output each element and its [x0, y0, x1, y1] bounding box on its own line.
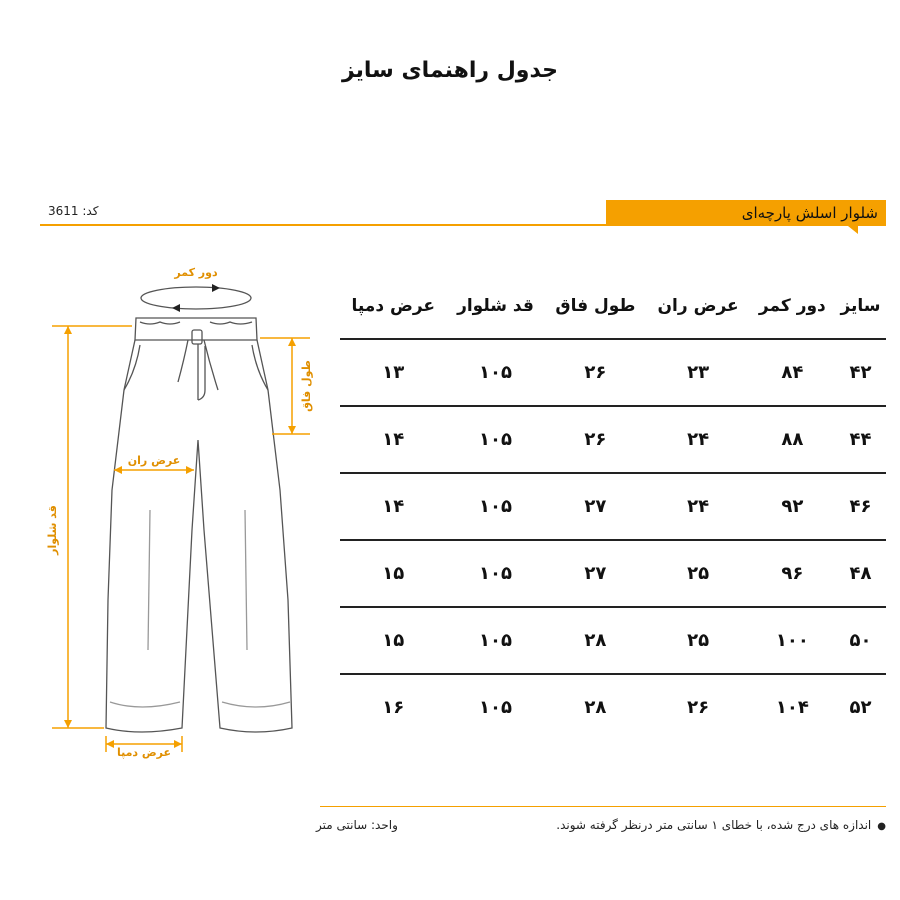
cell-hem: ۱۴: [340, 406, 447, 473]
cell-length: ۱۰۵: [478, 697, 512, 718]
cell-rise: ۲۷: [544, 540, 646, 607]
table-row: [340, 339, 886, 406]
table-row: [340, 540, 886, 607]
cell-thigh: ۲۳: [646, 339, 749, 406]
label-thigh: عرض ران: [127, 454, 181, 467]
product-name-tab: شلوار اسلش پارچه‌ای: [606, 200, 886, 226]
header-waist: دور کمر: [750, 274, 835, 339]
cell-rise: ۲۶: [544, 339, 646, 406]
tolerance-note-text: اندازه های درج شده، با خطای ۱ سانتی متر درنظر گرفته شوند.: [556, 818, 872, 832]
pants-diagram: [0, 250, 330, 770]
header-hem: عرض دمپا: [340, 274, 447, 339]
cell-hem: ۱۵: [340, 607, 447, 674]
cell-length: ۱۰۵: [447, 339, 545, 406]
cell-waist: ۱۰۰: [750, 607, 835, 674]
unit-label: واحد: سانتی متر: [316, 818, 398, 832]
cell-hem: ۱۶: [382, 697, 405, 718]
header-rise: طول فاق: [544, 274, 646, 339]
cell-waist: ۹۶: [750, 540, 835, 607]
table-row: [340, 406, 886, 473]
cell-waist: ۱۰۴: [775, 697, 809, 718]
cell-waist: ۸۸: [750, 406, 835, 473]
label-waist: دور کمر: [174, 266, 218, 279]
cell-length: ۱۰۵: [447, 607, 545, 674]
cell-length: ۱۰۵: [447, 406, 545, 473]
cell-thigh: ۲۴: [646, 473, 749, 540]
cell-waist: ۸۴: [750, 339, 835, 406]
cell-length: ۱۰۵: [447, 540, 545, 607]
cell-size: ۴۴: [835, 406, 886, 473]
label-rise: طول فاق: [300, 360, 313, 412]
cell-size: ۴۲: [835, 339, 886, 406]
cell-length: ۱۰۵: [447, 473, 545, 540]
label-hem: عرض دمپا: [116, 746, 172, 759]
cell-thigh: ۲۶: [687, 697, 710, 718]
cell-thigh: ۲۵: [646, 540, 749, 607]
cell-size: ۵۲: [849, 697, 872, 718]
cell-rise: ۲۶: [544, 406, 646, 473]
table-row: [340, 607, 886, 674]
button-icon: [192, 330, 202, 344]
cell-size: ۴۶: [835, 473, 886, 540]
cell-rise: ۲۸: [544, 607, 646, 674]
cell-hem: ۱۵: [340, 540, 447, 607]
pants-outline: [106, 340, 292, 732]
header-length: قد شلوار: [447, 274, 545, 339]
header-thigh: عرض ران: [646, 274, 749, 339]
cell-size: ۴۸: [835, 540, 886, 607]
cell-thigh: ۲۵: [646, 607, 749, 674]
table-header-row: [340, 274, 886, 339]
product-tab-notch: [848, 226, 858, 234]
header-size: سایز: [835, 274, 886, 339]
footer-divider: [320, 806, 886, 807]
product-code: کد: 3611: [48, 204, 99, 218]
cell-hem: ۱۴: [340, 473, 447, 540]
cell-waist: ۹۲: [750, 473, 835, 540]
label-length: قد شلوار: [46, 505, 59, 555]
cell-size: ۵۰: [835, 607, 886, 674]
table-row: [340, 473, 886, 540]
cell-rise: ۲۷: [544, 473, 646, 540]
tolerance-note: [556, 818, 886, 832]
cell-hem: ۱۳: [340, 339, 447, 406]
waistband: [135, 318, 257, 340]
cell-rise: ۲۸: [584, 697, 607, 718]
cell-thigh: ۲۴: [646, 406, 749, 473]
page-title: جدول راهنمای سایز: [341, 58, 559, 83]
waist-ellipse: [141, 287, 251, 309]
table-row: [340, 674, 886, 740]
bullet-icon: ●: [877, 821, 886, 832]
size-table: [340, 274, 886, 740]
